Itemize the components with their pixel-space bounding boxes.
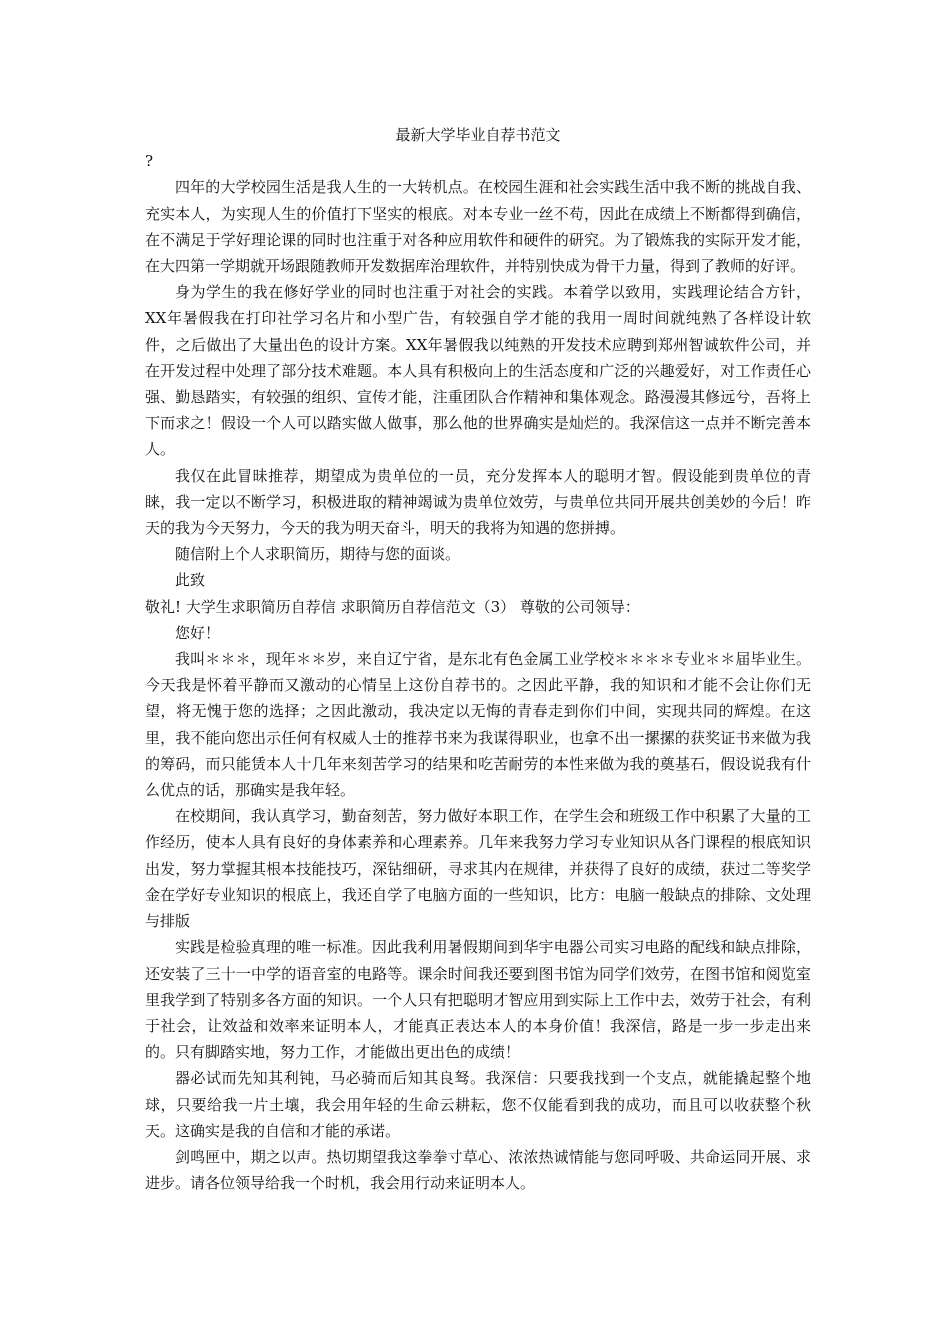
paragraph-5: 我叫＊＊＊，现年＊＊岁，来自辽宁省，是东北有色金属工业学校＊＊＊＊专业＊＊届毕业生。今天我是怀着平静而又激动的心情呈上这份自荐书的。之因此平静，我的知识和才能不会让你们无望，将无愧于您的选择；之因此激动，我决定以无悔的青春走到你们中间，实现共同的辉煌。在这里，我不能向您出示任何有权威人士的推荐书来为我谋得职业，也拿不出一摞摞的获奖证书来做为我的筹码，而只能赁本人十几年来刻苦学习的结果和吃苦耐劳的本性来做为我的奠基石，假设说我有什么优点的话，那确实是我年轻。	[145, 650, 811, 800]
greeting-line: 您好！	[175, 623, 221, 642]
paragraph-9: 剑鸣匣中，期之以声。热切期望我这拳拳寸草心、浓浓热诚情能与您同呼吸、共命运同开展、求进步。请各位领导给我一个时机，我会用行动来证明本人。	[145, 1147, 811, 1193]
paragraph-2: 身为学生的我在修好学业的同时也注重于对社会的实践。本着学以致用，实践理论结合方针，XX年暑假我在打印社学习名片和小型广告，有较强自学才能的我用一周时间就纯熟了各样设计软件，之后做出了大量出色的设计方案。XX年暑假我以纯熟的开发技术应聘到郑州智诚软件公司，并在开发过程中处理了部分技术难题。本人具有积极向上的生活态度和广泛的兴趣爱好，对工作责任心强、勤恳踏实，有较强的组织、宣传才能，注重团队合作精神和集体观念。路漫漫其修远兮，吾将上下而求之！假设一个人可以踏实做人做事，那么他的世界确实是灿烂的。我深信这一点并不断完善本人。	[145, 283, 811, 459]
paragraph-7: 实践是检验真理的唯一标准。因此我利用暑假期间到华宇电器公司实习电路的配线和缺点排除，还安装了三十一中学的语音室的电路等。课余时间我还要到图书馆为同学们效劳，在图书馆和阅览室里我学到了特别多各方面的知识。一个人只有把聪明才智应用到实际上工作中去，效劳于社会，有利于社会，让效益和效率来证明本人，才能真正表达本人的本身价值！我深信，路是一步一步走出来的。只有脚踏实地，努力工作，才能做出更出色的成绩！	[145, 938, 811, 1062]
question-mark: ?	[145, 152, 154, 171]
document-body	[145, 122, 811, 1196]
paragraph-6: 在校期间，我认真学习，勤奋刻苦，努力做好本职工作，在学生会和班级工作中积累了大量的工作经历，使本人具有良好的身体素养和心理素养。几年来我努力学习专业知识从各门课程的根底知识出发，努力掌握其根本技能技巧，深钻细研，寻求其内在规律，并获得了良好的成绩，获过二等奖学金在学好专业知识的根底上，我还自学了电脑方面的一些知识，比方：电脑一般缺点的排除、文处理与排版	[145, 807, 811, 931]
paragraph-1: 四年的大学校园生活是我人生的一大转机点。在校园生涯和社会实践生活中我不断的挑战自我、充实本人，为实现人生的价值打下坚实的根底。对本专业一丝不苟，因此在成绩上不断都得到确信，在不满足于学好理论课的同时也注重于对各种应用软件和硬件的研究。为了锻炼我的实际开发才能，在大四第一学期就开场跟随教师开发数据库治理软件，并特别快成为骨干力量，得到了教师的好评。	[145, 178, 811, 276]
paragraph-4: 随信附上个人求职简历，期待与您的面谈。	[175, 545, 461, 564]
salute-line: 敬礼! 大学生求职简历自荐信 求职简历自荐信范文（3） 尊敬的公司领导：	[145, 597, 640, 616]
document-title: 最新大学毕业自荐书范文	[395, 126, 561, 144]
paragraph-3: 我仅在此冒昧推荐，期望成为贵单位的一员，充分发挥本人的聪明才智。假设能到贵单位的青睐，我一定以不断学习，积极进取的精神竭诚为贵单位效劳，与贵单位共同开展共创美妙的今后！昨天的我为今天努力，今天的我为明天奋斗，明天的我将为知遇的您拼搏。	[145, 466, 811, 538]
paragraph-8: 器必试而先知其利钝，马必骑而后知其良驽。我深信：只要我找到一个支点，就能撬起整个地球，只要给我一片土壤，我会用年轻的生命云耕耘，您不仅能看到我的成功，而且可以收获整个秋天。这确实是我的自信和才能的承诺。	[145, 1069, 811, 1140]
closing-line: 此致	[175, 571, 206, 590]
